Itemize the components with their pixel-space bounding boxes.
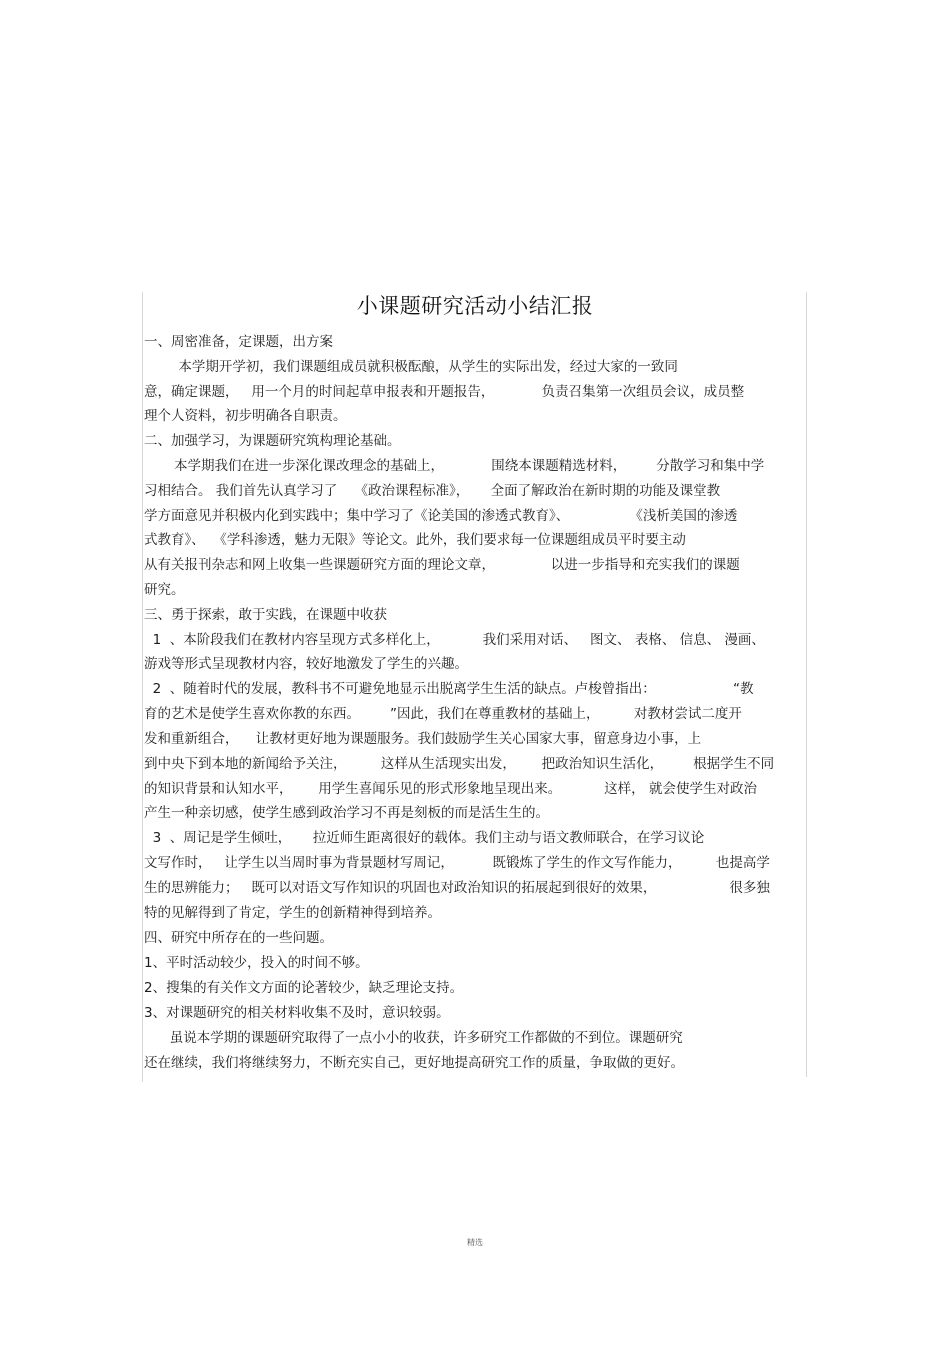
paragraph-line: 特的见解得到了肯定，学生的创新精神得到培养。 [144,905,441,921]
frame-left-rule [142,292,143,1082]
paragraph-line: 本学期开学初，我们课题组成员就积极酝酿，从学生的实际出发，经过大家的一致同 [144,359,678,375]
paragraph-line: 式教育》、 《学科渗透，魅力无限》等论文。此外，我们要求每一位课题组成员平时要主动 [144,532,686,548]
page-footer: 精选 [467,1238,483,1247]
paragraph-line: 发和重新组合， 让教材更好地为课题服务。我们鼓励学生关心国家大事，留意身边小事，上 [144,731,702,747]
section-heading-3: 三、勇于探索，敢于实践，在课题中收获 [144,607,387,623]
paragraph-line: 生的思辨能力； 既可以对语文写作知识的巩固也对政治知识的拓展起到很好的效果， 很多独 [144,880,770,896]
paragraph-line: 理个人资料，初步明确各自职责。 [144,408,347,424]
paragraph-line: 产生一种亲切感，使学生感到政治学习不再是刻板的而是活生生的。 [144,805,549,821]
paragraph-line: 习相结合。 我们首先认真学习了 《政治课程标准》， 全面了解政治在新时期的功能及课堂教 [144,483,721,499]
section-heading-2: 二、加强学习，为课题研究筑构理论基础。 [144,433,401,449]
paragraph-line: 还在继续，我们将继续努力，不断充实自己，更好地提高研究工作的质量，争取做的更好。 [144,1055,684,1071]
paragraph-line: 研究。 [144,582,185,598]
paragraph-line: 意，确定课题， 用一个月的时间起草申报表和开题报告， 负责召集第一次组员会议，成员整 [144,384,745,400]
document-title: 小课题研究活动小结汇报 [356,294,594,318]
paragraph-line: 从有关报刊杂志和网上收集一些课题研究方面的理论文章， 以进一步指导和充实我们的课题 [144,557,740,573]
section-heading-1: 一、周密准备，定课题，出方案 [144,334,333,350]
paragraph-line: 虽说本学期的课题研究取得了一点小小的收获，许多研究工作都做的不到位。课题研究 [144,1030,683,1046]
paragraph-line: 2 、随着时代的发展，教科书不可避免地显示出脱离学生生活的缺点。卢梭曾指出： “教 [144,681,754,697]
paragraph-line: 3 、周记是学生倾吐， 拉近师生距离很好的载体。我们主动与语文教师联合，在学习议论 [144,830,705,846]
paragraph-line: 文写作时， 让学生以当周时事为背景题材写周记， 既锻炼了学生的作文写作能力， 也提高学 [144,855,770,871]
section-heading-4: 四、研究中所存在的一些问题。 [144,930,333,946]
list-item: 2、搜集的有关作文方面的论著较少，缺乏理论支持。 [144,980,464,996]
paragraph-line: 学方面意见并积极内化到实践中；集中学习了《论美国的渗透式教育》、 《浅析美国的渗透 [144,508,738,524]
list-item: 3、对课题研究的相关材料收集不及时，意识较弱。 [144,1005,450,1021]
paragraph-line: 育的艺术是使学生喜欢你教的东西。 ”因此，我们在尊重教材的基础上， 对教材尝试二度开 [144,706,742,722]
paragraph-line: 1 、本阶段我们在教材内容呈现方式多样化上， 我们采用对话、 图文、 表格、 信息、 漫画、 [144,632,765,648]
paragraph-line: 游戏等形式呈现教材内容，较好地激发了学生的兴趣。 [144,656,468,672]
paragraph-line: 的知识背景和认知水平， 用学生喜闻乐见的形式形象地呈现出来。 这样， 就会使学生对政治 [144,781,757,797]
frame-right-rule [806,292,807,1077]
paragraph-line: 本学期我们在进一步深化课改理念的基础上， 围绕本课题精选材料， 分散学习和集中学 [144,458,765,474]
paragraph-line: 到中央下到本地的新闻给予关注， 这样从生活现实出发， 把政治知识生活化， 根据学生不同 [144,756,775,772]
list-item: 1、平时活动较少，投入的时间不够。 [144,955,369,971]
